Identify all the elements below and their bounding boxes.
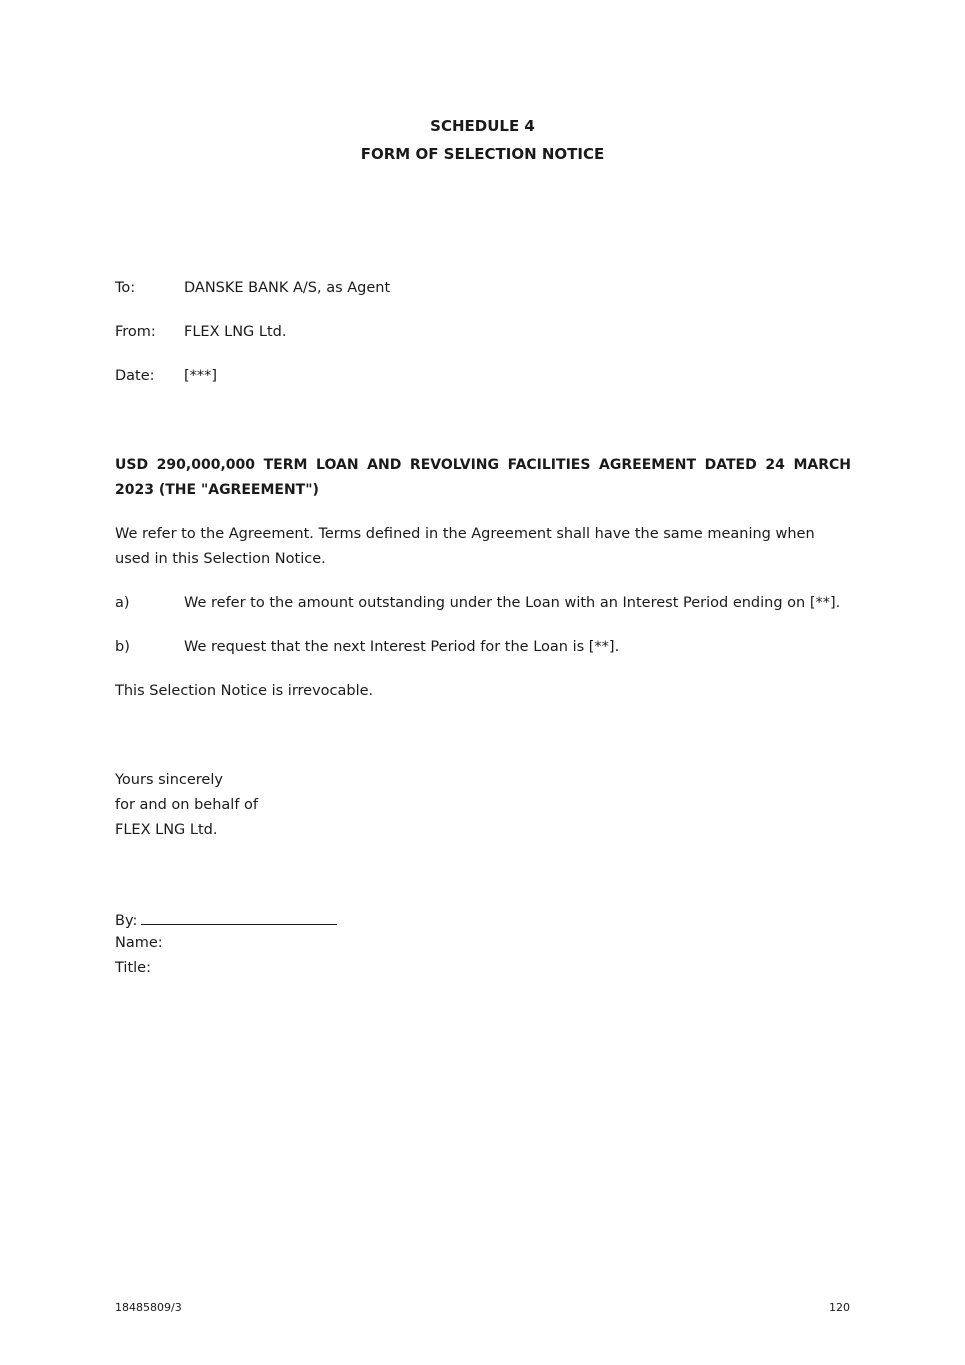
by-label: By: xyxy=(115,913,138,929)
closing-statement: This Selection Notice is irrevocable. xyxy=(115,683,374,699)
item-b-text: We request that the next Interest Period for the Loan is [**]. xyxy=(184,639,620,655)
schedule-subtitle: FORM OF SELECTION NOTICE xyxy=(360,145,605,163)
by-row xyxy=(115,910,337,929)
item-b-marker: b) xyxy=(115,639,130,655)
title-label: Title: xyxy=(115,960,151,976)
signature-line xyxy=(141,910,337,925)
date-label: Date: xyxy=(115,368,155,384)
from-value: FLEX LNG Ltd. xyxy=(184,324,287,340)
to-label: To: xyxy=(115,280,136,296)
date-value: [***] xyxy=(184,368,218,384)
item-a-marker: a) xyxy=(115,595,130,611)
sign-off-line-2: for and on behalf of xyxy=(115,797,259,813)
schedule-title: SCHEDULE 4 xyxy=(430,117,535,135)
sign-off-line-1: Yours sincerely xyxy=(115,772,223,788)
to-value: DANSKE BANK A/S, as Agent xyxy=(184,280,391,296)
sign-off-line-3: FLEX LNG Ltd. xyxy=(115,822,218,838)
page-number: 120 xyxy=(829,1301,850,1314)
agreement-heading: USD 290,000,000 TERM LOAN AND REVOLVING FACILITIES AGREEMENT DATED 24 MARCH 2023 (THE "AGREEMENT") xyxy=(115,457,851,498)
name-label: Name: xyxy=(115,935,163,951)
intro-paragraph: We refer to the Agreement. Terms defined in the Agreement shall have the same meaning when used in this Selection Notice. xyxy=(115,526,815,567)
document-reference: 18485809/3 xyxy=(115,1301,182,1314)
from-label: From: xyxy=(115,324,156,340)
item-a-text: We refer to the amount outstanding under the Loan with an Interest Period ending on [**]. xyxy=(184,595,841,611)
